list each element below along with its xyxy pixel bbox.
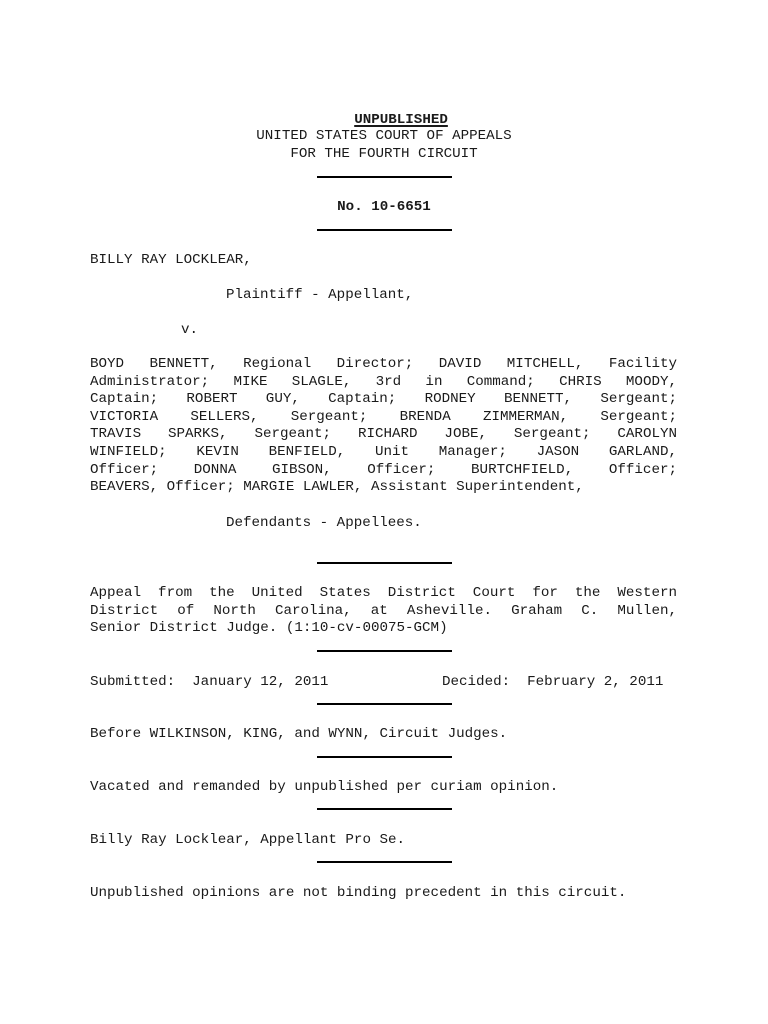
divider-rule	[317, 756, 452, 758]
divider-rule	[317, 808, 452, 810]
defendants-line: Captain; ROBERT GUY, Captain; RODNEY BENNETT, Sergeant;	[90, 391, 677, 408]
court-name-line2: FOR THE FOURTH CIRCUIT	[290, 146, 478, 162]
defendants-line: Officer; DONNA GIBSON, Officer; BURTCHFIELD, Officer;	[90, 461, 677, 478]
defendants-list	[90, 356, 677, 497]
versus-label: v.	[181, 322, 199, 338]
defendants-line: TRAVIS SPARKS, Sergeant; RICHARD JOBE, Sergeant; CAROLYN	[90, 426, 677, 443]
divider-rule	[317, 229, 452, 231]
appeal-line: Appeal from the United States District Court for the Western	[90, 585, 677, 601]
defendant-role: Defendants - Appellees.	[226, 515, 422, 531]
defendants-line: BEAVERS, Officer; MARGIE LAWLER, Assistant Superintendent,	[90, 479, 584, 496]
decided-date: Decided: February 2, 2011	[442, 674, 664, 690]
precedent-note: Unpublished opinions are not binding precedent in this circuit.	[90, 885, 627, 901]
divider-rule	[317, 176, 452, 178]
divider-rule	[317, 703, 452, 705]
divider-rule	[317, 861, 452, 863]
counsel: Billy Ray Locklear, Appellant Pro Se.	[90, 832, 406, 848]
court-name-line1: UNITED STATES COURT OF APPEALS	[256, 128, 512, 144]
divider-rule	[317, 650, 452, 652]
appeal-paragraph	[90, 585, 677, 638]
unpublished-label: UNPUBLISHED	[354, 112, 448, 128]
disposition: Vacated and remanded by unpublished per curiam opinion.	[90, 779, 559, 795]
defendants-line: VICTORIA SELLERS, Sergeant; BRENDA ZIMMERMAN, Sergeant;	[90, 408, 677, 425]
plaintiff-name: BILLY RAY LOCKLEAR,	[90, 252, 252, 268]
defendants-line: WINFIELD; KEVIN BENFIELD, Unit Manager; JASON GARLAND,	[90, 443, 677, 460]
case-number: No. 10-6651	[337, 199, 431, 215]
submitted-date: Submitted: January 12, 2011	[90, 674, 329, 690]
divider-rule	[317, 562, 452, 564]
defendants-line: BOYD BENNETT, Regional Director; DAVID MITCHELL, Facility	[90, 356, 677, 372]
appeal-line: Senior District Judge. (1:10-cv-00075-GCM)	[90, 620, 448, 637]
defendants-line: Administrator; MIKE SLAGLE, 3rd in Command; CHRIS MOODY,	[90, 373, 677, 390]
appeal-line: District of North Carolina, at Asheville. Graham C. Mullen,	[90, 602, 677, 619]
plaintiff-role: Plaintiff - Appellant,	[226, 287, 414, 303]
panel-judges: Before WILKINSON, KING, and WYNN, Circuit Judges.	[90, 726, 508, 742]
